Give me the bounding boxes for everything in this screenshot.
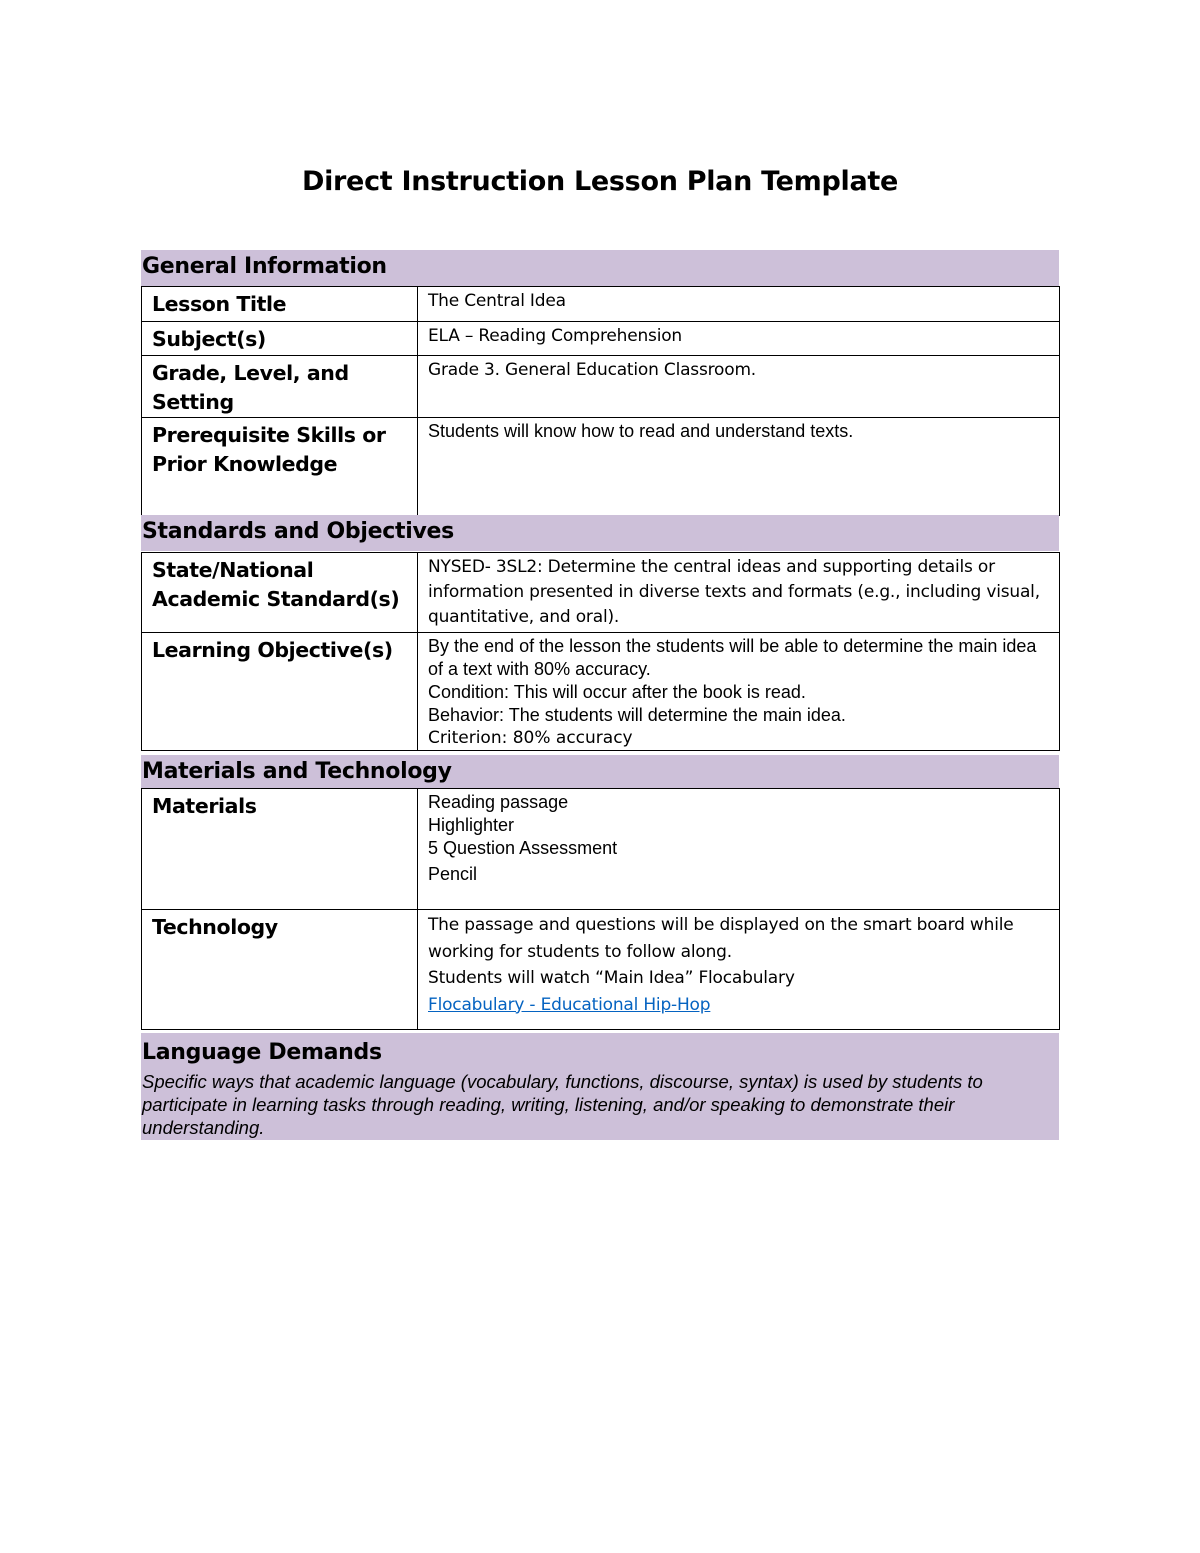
table-row: [142, 418, 1060, 516]
objective-value: [418, 633, 1060, 751]
table-row: [142, 633, 1060, 751]
subjects-value: ELA – Reading Comprehension: [418, 322, 1060, 356]
materials-label: Materials: [142, 789, 418, 910]
technology-line: Students will watch “Main Idea” Flocabulary: [428, 968, 795, 988]
standards-table: [141, 552, 1060, 751]
objective-line: Behavior: The students will determine the main idea.: [428, 705, 846, 725]
section-header-general: [141, 250, 1059, 286]
section-heading: General Information: [142, 254, 387, 279]
standard-value: NYSED- 3SL2: Determine the central ideas and supporting details or information presented in diverse texts and formats (e.g., including visual, quantitative, and oral).: [418, 553, 1060, 633]
section-header-language: [141, 1033, 1059, 1140]
objective-line: Criterion: 80% accuracy: [428, 728, 633, 748]
table-row: [142, 287, 1060, 322]
lesson-title-label: Lesson Title: [142, 287, 418, 322]
table-row: [142, 789, 1060, 910]
objective-line: Condition: This will occur after the book is read.: [428, 682, 806, 702]
grade-value: Grade 3. General Education Classroom.: [418, 356, 1060, 418]
list-item: 5 Question Assessment: [428, 838, 618, 858]
list-item: Reading passage: [428, 792, 569, 812]
prereq-label: Prerequisite Skills or Prior Knowledge: [142, 418, 418, 516]
prereq-value: Students will know how to read and understand texts.: [418, 418, 1060, 516]
technology-label: Technology: [142, 910, 418, 1030]
document-title: Direct Instruction Lesson Plan Template: [301, 166, 899, 197]
subjects-label: Subject(s): [142, 322, 418, 356]
technology-value: [418, 910, 1060, 1030]
list-item: Highlighter: [428, 815, 515, 835]
general-info-table: [141, 286, 1060, 516]
section-header-materials: [141, 755, 1059, 789]
materials-list: [418, 789, 1060, 910]
table-row: [142, 356, 1060, 418]
table-row: [142, 910, 1060, 1030]
lesson-title-value: The Central Idea: [418, 287, 1060, 322]
language-description: Specific ways that academic language (vocabulary, functions, discourse, syntax) is used by students to participate in learning tasks through reading, writing, listening, and/or speaking to demonstrate their understanding.: [142, 1071, 983, 1138]
objective-line: By the end of the lesson the students will be able to determine the main idea of a text with 80% accuracy.: [428, 636, 1037, 679]
technology-line: The passage and questions will be displayed on the smart board while working for students to follow along.: [428, 915, 1014, 962]
objective-label: Learning Objective(s): [142, 633, 418, 751]
grade-label: Grade, Level, and Setting: [142, 356, 418, 418]
section-heading: Standards and Objectives: [142, 519, 454, 544]
section-heading: Language Demands: [142, 1040, 382, 1065]
table-row: [142, 322, 1060, 356]
materials-table: [141, 788, 1060, 1030]
flocabulary-link[interactable]: Flocabulary - Educational Hip-Hop: [428, 994, 711, 1015]
list-item: Pencil: [428, 864, 478, 884]
standard-label: State/National Academic Standard(s): [142, 553, 418, 633]
section-heading: Materials and Technology: [142, 759, 452, 784]
table-row: [142, 553, 1060, 633]
section-header-standards: [141, 515, 1059, 551]
